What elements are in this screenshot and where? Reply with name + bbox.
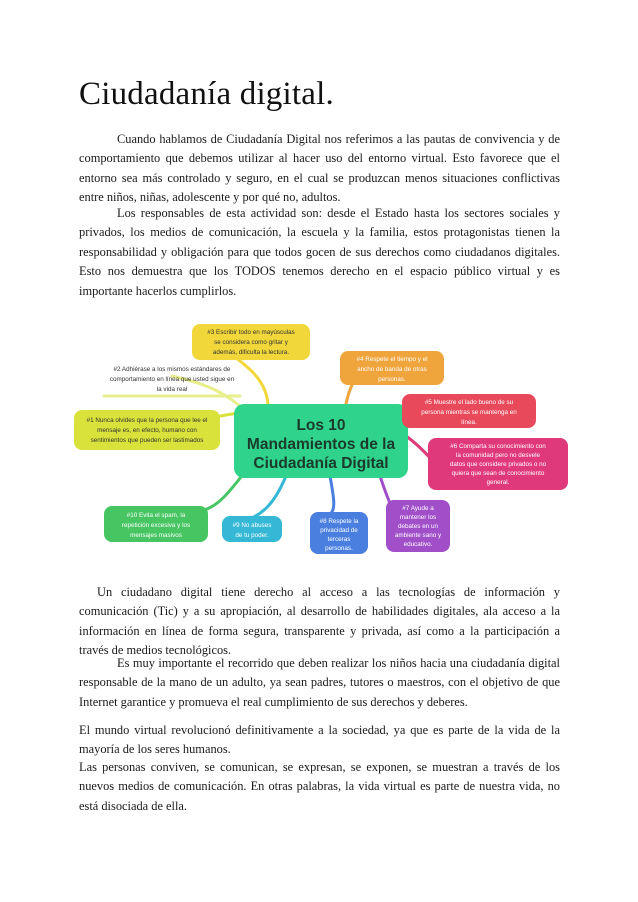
paragraph-derechos: Un ciudadano digital tiene derecho al acceso a las tecnologías de información y comunicación (Tic) y a su apropiación, al desarrollo de habilidades digitales, ala acceso a la información en línea de forma segura, transparente y privada, así como a la participación a través de medios tecnológicos. [79,585,560,658]
mindmap-node-3 [192,324,310,360]
paragraph-mundo-virtual: El mundo virtual revolucionó definitivamente a la sociedad, ya que es parte de la vida de la mayoría de los seres humanos. [79,723,560,757]
node-1-line-1: #1 Nunca olvides que la persona que lee el [86,417,208,424]
paragraph-recorrido: Es muy importante el recorrido que deben realizar los niños hacia una ciudadanía digital responsable de la mano de un adulto, ya sean padres, tutores o maestros, con el objetivo de que Internet garantice y promueva el real cumplimiento de sus derechos y deberes. [79,656,560,709]
node-7-line-2: mantener los [399,514,437,521]
node-8-line-2: privacidad de [320,527,358,534]
document-title: Ciudadanía digital. [79,76,334,112]
node-1-line-3: sentimientos que pueden ser lastimados [90,437,204,444]
node-9-line-2: de tu poder. [235,532,269,539]
node-4-line-3: personas. [378,376,406,383]
node-2-line-2: comportamiento en línea que usted sigue en [109,376,235,383]
node-5-line-1: #5 Muestre el lado bueno de su [424,399,514,406]
mindmap-node-1 [74,410,220,450]
node-6-line-4: quiera que sean de conocimiento [451,470,545,477]
mindmap-center [234,404,408,478]
mindmap-node-4 [340,351,444,385]
mindmap-figure [68,318,570,566]
node-7-line-4: ambiente sano y [394,532,442,539]
mindmap-node-6 [428,438,568,490]
node-10-line-2: repetición excesiva y los [121,522,191,529]
node-8-line-3: terceras [327,536,351,543]
node-3-line-1: #3 Escribir todo en mayúsculas [207,329,295,336]
node-4-line-1: #4 Respete el tiempo y el [356,356,428,363]
node-6-line-5: general. [486,479,510,486]
node-3-line-3: además, dificulta la lectura. [212,349,290,356]
node-10-line-3: mensajes masivos [130,532,182,539]
node-8-line-1: #8 Respete la [319,518,359,525]
node-8-line-4: personas. [325,545,353,552]
node-2-line-1: #2 Adhiérase a los mismos estándares de [113,366,231,373]
node-9-line-1: #9 No abuses [232,522,272,529]
mindmap-node-10 [104,506,208,542]
node-6-line-3: datos que considere privados o no [449,461,547,468]
mindmap-node-8 [310,512,368,554]
mindmap-node-7 [386,500,450,552]
node-5-line-3: línea. [461,419,477,426]
node-6-line-1: #6 Comparta su conocimiento con [450,443,546,450]
node-1-line-2: mensaje es, en efecto, humano con [97,427,197,434]
center-line-2: Mandamientos de la [246,436,396,453]
node-6-line-2: la comunidad pero no desvele [455,452,541,459]
node-4-line-2: ancho de banda de otras [357,366,427,373]
mindmap-node-9 [222,516,282,542]
mindmap-node-5 [402,394,536,428]
node-2-line-3: la vida real [156,386,188,393]
paragraph-responsables: Los responsables de esta actividad son: desde el Estado hasta los sectores sociales y privados, los medios de comunicación, la escuela y la familia, estos protagonistas tienen la responsabilidad y obligación para que todos gocen de sus derechos como ciudadanos digitales. Esto nos demuestra que los TODOS tenemos derecho en el espacio público virtual y es importante hacerlos cumplirlos. [79,206,560,298]
paragraph-intro: Cuando hablamos de Ciudadanía Digital nos referimos a las pautas de convivencia y de comportamiento que debemos utilizar al hacer uso del entorno virtual. Esto favorece que el entorno sea más controlado y seguro, en el cual se produzcan menos situaciones conflictivas entre niños, niñas, adolescente y por qué no, adultos. [79,132,560,205]
node-3-line-2: se considera como gritar y [214,339,288,346]
center-line-1: Los 10 [296,417,346,434]
center-line-3: Ciudadanía Digital [253,455,389,472]
paragraph-personas: Las personas conviven, se comunican, se expresan, se exponen, se muestran a través de los nuevos medios de comunicación. En otras palabras, la vida virtual es parte de nuestra vida, no está disociada de ella. [79,760,560,813]
node-5-line-2: persona mientras se mantenga en [421,409,517,416]
node-7-line-3: debates en un [398,523,438,530]
node-7-line-1: #7 Ayude a [402,505,434,512]
node-7-line-5: educativo. [403,541,433,548]
node-10-line-1: #10 Evita el spam, la [126,512,186,519]
